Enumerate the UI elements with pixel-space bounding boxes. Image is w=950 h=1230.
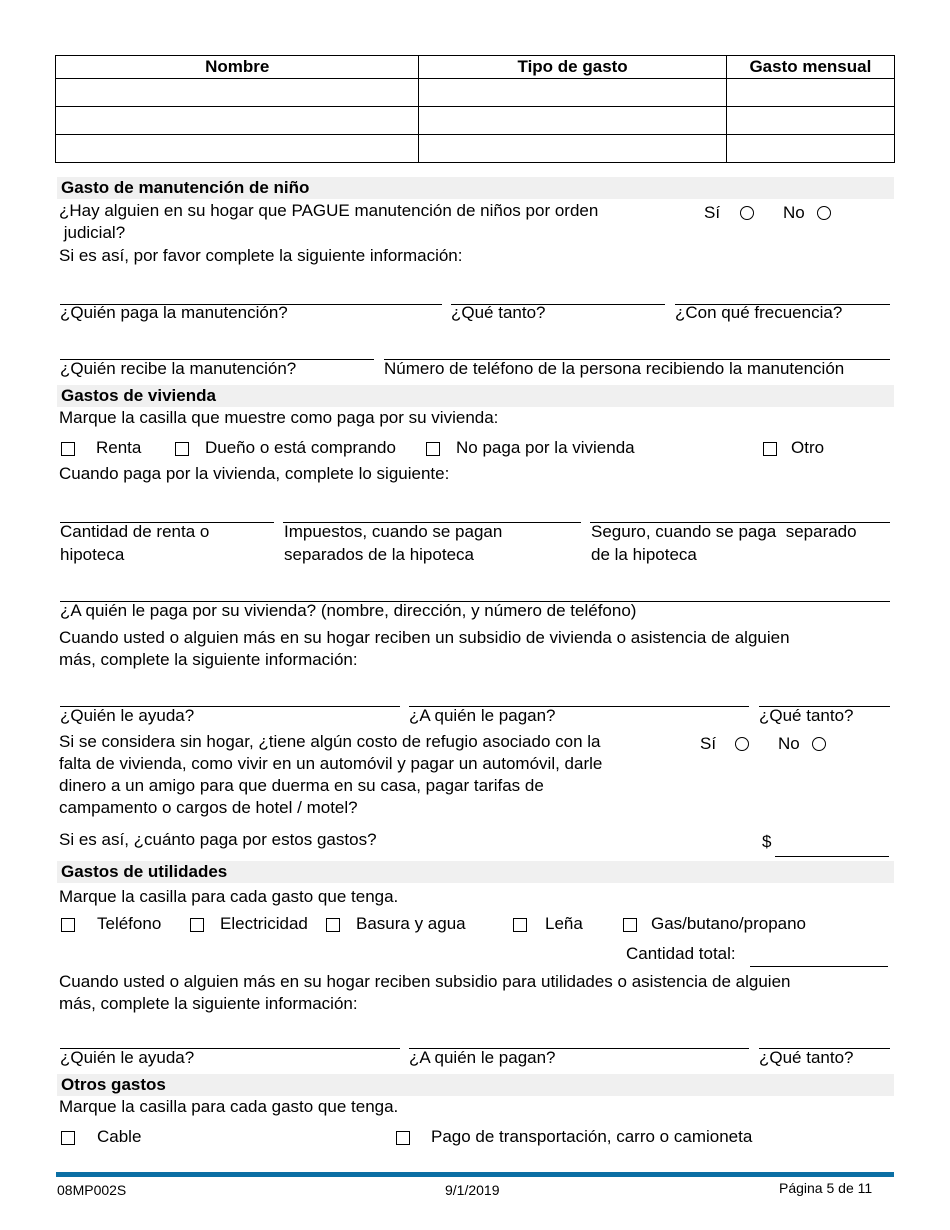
housing-subsidy-text-cont: más, complete la siguiente información:: [59, 650, 358, 669]
homeless-question-cont: dinero a un amigo para que duerma en su casa, pagar tarifas de: [59, 776, 544, 795]
homeless-cost-question: Si es así, ¿cuánto paga por estos gastos?: [59, 830, 377, 849]
child-support-question-cont: judicial?: [59, 223, 126, 242]
homeless-no-label: No: [778, 734, 800, 753]
child-support-yes-label: Sí: [704, 203, 721, 222]
cable-label: Cable: [97, 1127, 142, 1146]
gas-checkbox[interactable]: [623, 918, 637, 932]
section-title-child-support: Gasto de manutención de niño: [57, 177, 894, 199]
phone-label: Teléfono: [97, 914, 162, 933]
other-housing-checkbox[interactable]: [763, 442, 777, 456]
child-support-instruction: Si es así, por favor complete la siguiente información:: [59, 246, 463, 265]
homeless-question-cont: falta de vivienda, como vivir en un automóvil y pagar un automóvil, darle: [59, 754, 603, 773]
transport-checkbox[interactable]: [396, 1131, 410, 1145]
housing-subsidy-text: Cuando usted o alguien más en su hogar reciben un subsidio de vivienda o asistencia de alguien: [59, 628, 790, 647]
cable-checkbox[interactable]: [61, 1131, 75, 1145]
table-row: [56, 79, 895, 107]
table-row: [56, 135, 895, 163]
taxes-label-cont: separados de la hipoteca: [284, 545, 474, 564]
gas-label: Gas/butano/propano: [651, 914, 807, 933]
table-cell-input[interactable]: [726, 79, 894, 107]
housing-who-helps-label: ¿Quién le ayuda?: [60, 706, 195, 725]
no-pay-checkbox[interactable]: [426, 442, 440, 456]
form-id: 08MP002S: [57, 1182, 127, 1198]
homeless-yes-radio[interactable]: [735, 737, 749, 751]
wood-checkbox[interactable]: [513, 918, 527, 932]
electricity-checkbox[interactable]: [190, 918, 204, 932]
trash-water-label: Basura y agua: [356, 914, 466, 933]
rent-amount-label-cont: hipoteca: [60, 545, 125, 564]
table-header-row: [56, 56, 895, 79]
how-often-label: ¿Con qué frecuencia?: [675, 303, 843, 322]
child-support-yes-radio[interactable]: [740, 206, 754, 220]
table-cell-input[interactable]: [726, 107, 894, 135]
housing-instruction: Marque la casilla que muestre como paga por su vivienda:: [59, 408, 499, 427]
insurance-label: Seguro, cuando se paga separado: [591, 522, 857, 541]
utilities-pay-whom-label: ¿A quién le pagan?: [409, 1048, 556, 1067]
page-number: Página 5 de 11: [779, 1180, 873, 1196]
how-much-label: ¿Qué tanto?: [451, 303, 546, 322]
housing-how-much-label: ¿Qué tanto?: [759, 706, 854, 725]
section-title-housing: Gastos de vivienda: [57, 385, 894, 407]
column-header-expense-type: Tipo de gasto: [419, 56, 726, 79]
table-cell-input[interactable]: [56, 135, 419, 163]
table-cell-input[interactable]: [56, 79, 419, 107]
homeless-cost-field[interactable]: [775, 856, 889, 857]
other-housing-label: Otro: [791, 438, 825, 457]
column-header-name: Nombre: [56, 56, 419, 79]
wood-label: Leña: [545, 914, 583, 933]
owner-label: Dueño o está comprando: [205, 438, 396, 457]
homeless-question-cont: campamento o cargos de hotel / motel?: [59, 798, 358, 817]
pay-to-label: ¿A quién le paga por su vivienda? (nombre, dirección, y número de teléfono): [60, 601, 637, 620]
utilities-how-much-label: ¿Qué tanto?: [759, 1048, 854, 1067]
table-cell-input[interactable]: [419, 135, 726, 163]
electricity-label: Electricidad: [220, 914, 308, 933]
owner-checkbox[interactable]: [175, 442, 189, 456]
utilities-instruction: Marque la casilla para cada gasto que tenga.: [59, 887, 399, 906]
other-instruction: Marque la casilla para cada gasto que tenga.: [59, 1097, 399, 1116]
child-support-question: ¿Hay alguien en su hogar que PAGUE manutención de niños por orden: [59, 201, 599, 220]
utilities-subsidy-text-cont: más, complete la siguiente información:: [59, 994, 358, 1013]
rent-checkbox[interactable]: [61, 442, 75, 456]
housing-pay-whom-label: ¿A quién le pagan?: [409, 706, 556, 725]
homeless-yes-label: Sí: [700, 734, 717, 753]
utilities-subsidy-text: Cuando usted o alguien más en su hogar reciben subsidio para utilidades o asistencia de alguien: [59, 972, 791, 991]
taxes-label: Impuestos, cuando se pagan: [284, 522, 503, 541]
table-cell-input[interactable]: [56, 107, 419, 135]
table-cell-input[interactable]: [726, 135, 894, 163]
child-support-no-label: No: [783, 203, 805, 222]
expense-table: [55, 55, 895, 163]
homeless-question: Si se considera sin hogar, ¿tiene algún costo de refugio asociado con la: [59, 732, 601, 751]
transport-label: Pago de transportación, carro o camioneta: [431, 1127, 753, 1146]
phone-checkbox[interactable]: [61, 918, 75, 932]
rent-amount-label: Cantidad de renta o: [60, 522, 210, 541]
utilities-total-label: Cantidad total:: [626, 944, 736, 963]
section-title-other: Otros gastos: [57, 1074, 894, 1096]
table-cell-input[interactable]: [419, 107, 726, 135]
who-pays-label: ¿Quién paga la manutención?: [60, 303, 288, 322]
homeless-no-radio[interactable]: [812, 737, 826, 751]
housing-when-pay: Cuando paga por la vivienda, complete lo siguiente:: [59, 464, 450, 483]
who-receives-label: ¿Quién recibe la manutención?: [60, 359, 297, 378]
utilities-who-helps-label: ¿Quién le ayuda?: [60, 1048, 195, 1067]
table-row: [56, 107, 895, 135]
insurance-label-cont: de la hipoteca: [591, 545, 697, 564]
dollar-sign: $: [762, 832, 772, 851]
section-title-utilities: Gastos de utilidades: [57, 861, 894, 883]
footer-bar: [56, 1172, 894, 1177]
rent-label: Renta: [96, 438, 142, 457]
form-date: 9/1/2019: [445, 1182, 500, 1198]
child-support-no-radio[interactable]: [817, 206, 831, 220]
column-header-monthly-expense: Gasto mensual: [726, 56, 894, 79]
receiver-phone-label: Número de teléfono de la persona recibiendo la manutención: [384, 359, 845, 378]
table-cell-input[interactable]: [419, 79, 726, 107]
no-pay-label: No paga por la vivienda: [456, 438, 635, 457]
trash-water-checkbox[interactable]: [326, 918, 340, 932]
utilities-total-field[interactable]: [750, 966, 888, 967]
